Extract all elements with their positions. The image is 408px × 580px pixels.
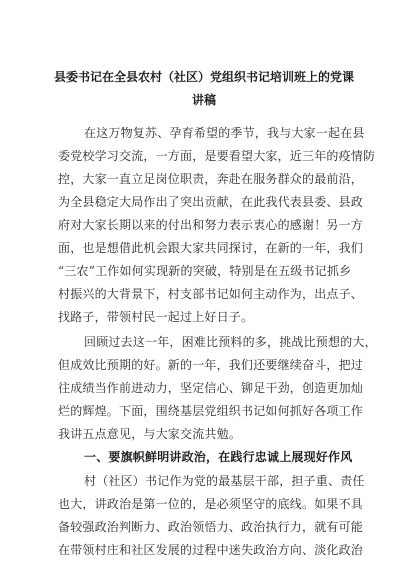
- paragraph-line: 往成绩当作前进动力，坚定信心、铆足干劲，创造更加灿: [58, 381, 364, 395]
- section-heading: 一、要旗帜鲜明讲政治，在践行忠诚上展现好作风: [84, 450, 353, 464]
- paragraph-line: 回顾过去这一年，困难比预料的多，挑战比预想的大，: [84, 335, 377, 349]
- paragraph-line: 委党校学习交流，一方面，是要看望大家，近三年的疫情防: [58, 149, 376, 163]
- document-title-line-1: 县委书记在全县农村（社区）党组织书记培训班上的党课: [53, 70, 354, 84]
- paragraph-line: 为全县稳定大局作出了突出贡献，在此我代表县委、县政: [58, 195, 364, 209]
- paragraph-line: 村（社区）书记作为党的最基层干部，担子重、责任: [84, 474, 365, 488]
- paragraph-line: 我讲五点意见，与大家交流共勉。: [58, 427, 242, 441]
- paragraph-line: 但成效比预期的好。新的一年，我们还要继续奋斗，把过: [58, 358, 364, 372]
- document-title-line-2: 讲稿: [191, 93, 216, 107]
- paragraph-line: “三农”工作如何实现新的突破，特别是在五级书记抓乡: [58, 264, 352, 278]
- paragraph-line: 在这万物复苏、孕育希望的季节，我与大家一起在县: [84, 126, 365, 140]
- paragraph-line: 在带领村庄和社区发展的过程中迷失政治方向、淡化政治: [58, 543, 364, 557]
- paragraph-line: 村振兴的大背景下，村支部书记如何主动作为，出点子、: [58, 287, 364, 301]
- paragraph-line: 备较强政治判断力、政治领悟力、政治执行力，就有可能: [58, 520, 364, 534]
- paragraph-line: 烂的辉煌。下面，围绕基层党组织书记如何抓好各项工作: [58, 404, 364, 418]
- paragraph-line: 也大，讲政治是第一位的，是必须坚守的底线。如果不具: [58, 497, 364, 511]
- paragraph-line: 府对大家长期以来的付出和努力表示衷心的感谢！另一方: [58, 218, 364, 232]
- paragraph-line: 面，也是想借此机会跟大家共同探讨，在新的一年，我们: [58, 241, 364, 255]
- paragraph-line: 控，大家一直立足岗位职责，奔赴在服务群众的最前沿，: [58, 172, 364, 186]
- paragraph-line: 找路子，带领村民一起过上好日子。: [58, 310, 254, 324]
